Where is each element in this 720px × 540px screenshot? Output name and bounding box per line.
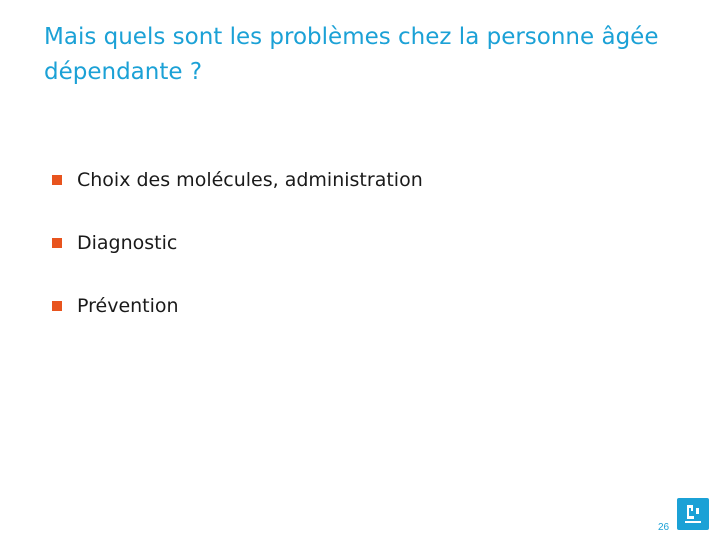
bullet-list <box>52 165 423 354</box>
bullet-text: Diagnostic <box>77 232 178 254</box>
bullet-text: Choix des molécules, administration <box>77 169 423 191</box>
bullet-item <box>52 165 423 228</box>
square-bullet-icon <box>52 175 62 185</box>
page-number: 26 <box>658 522 670 533</box>
bullet-item <box>52 291 423 354</box>
square-bullet-icon <box>52 301 62 311</box>
slide-title: Mais quels sont les problèmes chez la personne âgée dépendante ? <box>44 24 659 85</box>
square-bullet-icon <box>52 238 62 248</box>
bullet-text: Prévention <box>77 295 179 317</box>
logo-icon <box>677 498 709 530</box>
bullet-item <box>52 228 423 291</box>
